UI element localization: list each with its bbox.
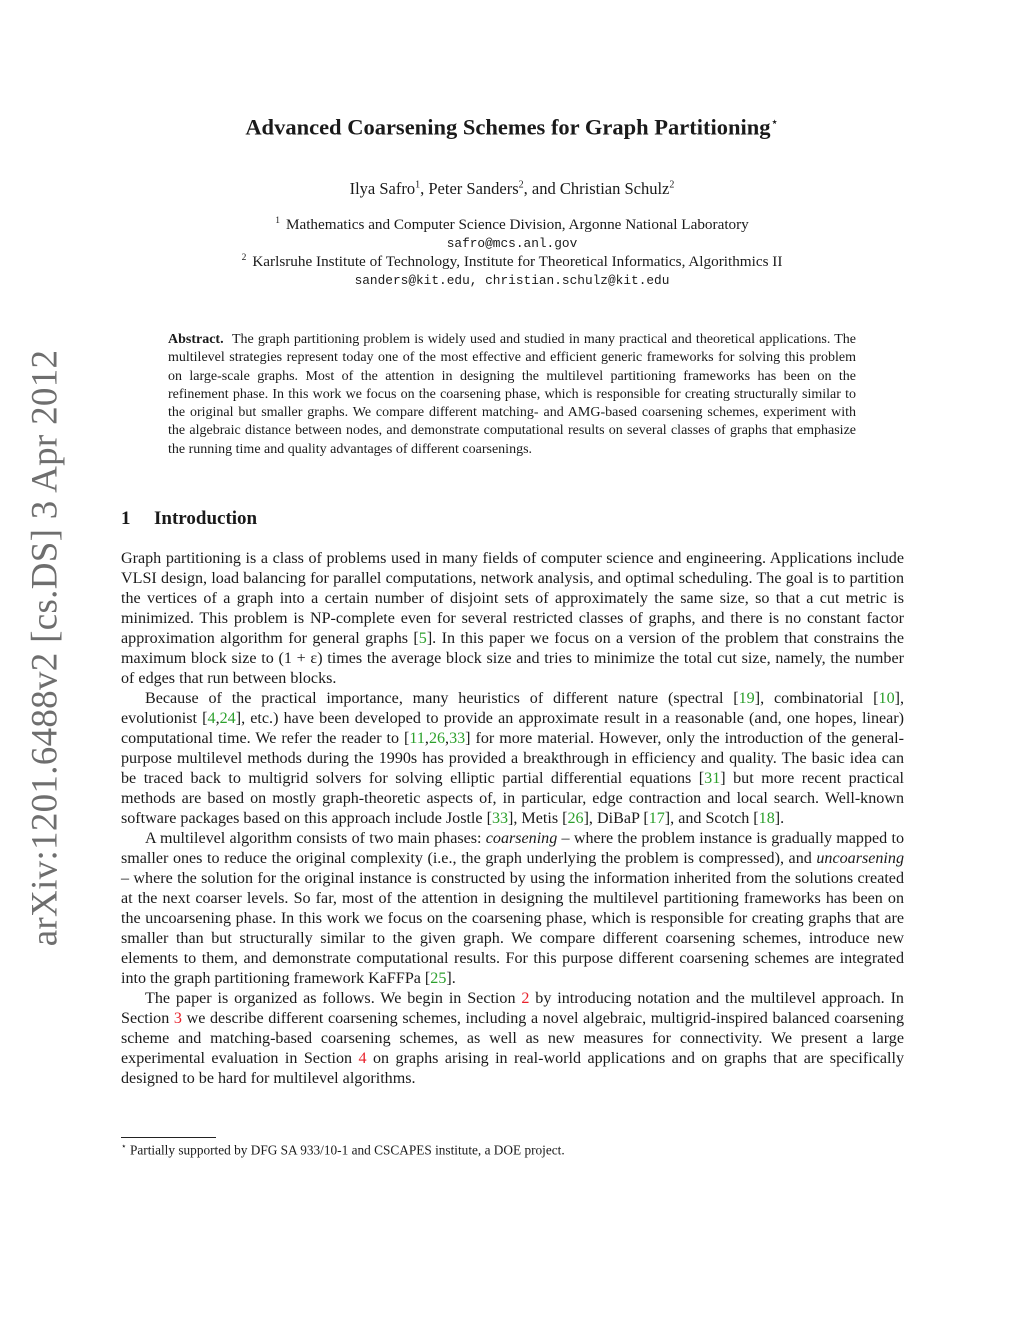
citation-link[interactable]: 19 [738, 690, 755, 707]
citation-link[interactable]: 18 [758, 810, 775, 827]
abstract-label: Abstract. [168, 332, 224, 347]
p3-text: ]. [446, 970, 456, 987]
p2-text: ], DiBaP [ [583, 810, 649, 827]
p2-text: ] for more material. However, only the introduction of the general-purpose multilevel methods during the 1990s has provided a breakthrough in efficiency and quality. The basic idea can be traced back to multigrid solvers for solving elliptic partial differential equations [ [121, 730, 904, 787]
p1-text: ]. In this paper we focus on a version of the problem that constrains the maximum block size to (1 + ε) times the average block size and tries to minimize the total cut size, namely, the number of edges that run between blocks. [121, 630, 904, 687]
paper-title [0, 114, 1024, 141]
author-1-affil: 1 [415, 179, 421, 191]
citation-link[interactable]: 10 [878, 690, 895, 707]
affiliation-1-text: Mathematics and Computer Science Division, Argonne National Laboratory [285, 216, 749, 234]
title-text: Advanced Coarsening Schemes for Graph Partitioning [245, 114, 771, 140]
citation-link[interactable]: 17 [648, 810, 665, 827]
p4-text: we describe different coarsening schemes, including a novel algebraic, multigrid-inspired balanced coarsening scheme and matching-based coarsening schemes, as well as new measures for connectivity. We present a large experimental evaluation in Section [121, 1010, 905, 1067]
abstract [168, 331, 856, 459]
citation-link[interactable]: 24 [219, 710, 236, 727]
affiliation-2 [0, 253, 1024, 271]
p2-text: , [215, 710, 220, 727]
p2-text: ], evolutionist [ [121, 690, 904, 727]
section-body [121, 549, 904, 1089]
p2-text: Because of the practical importance, many heuristics of different nature (spectral [ [145, 690, 739, 707]
affiliation-2-text: Karlsruhe Institute of Technology, Institute for Theoretical Informatics, Algorithmics II [252, 253, 783, 271]
citation-link[interactable]: 26 [428, 730, 446, 747]
paragraph-4 [121, 989, 904, 1089]
citation-link[interactable]: 25 [430, 970, 447, 987]
footnote-rule [121, 1137, 216, 1138]
p3-text: – where the problem instance is gradually mapped to smaller ones to reduce the original complexity (i.e., the graph underlying the problem is compressed), and [121, 830, 905, 867]
citation-link[interactable]: 26 [567, 810, 584, 827]
author-2: , Peter Sanders [420, 179, 519, 198]
p3-text: – where the solution for the original instance is constructed by using the information inherited from the solutions created at the next coarser levels. So far, most of the attention in designing the multilevel partitioning frameworks has been on the uncoarsening phase. In this work we focus on the coarsening phase, which is responsible for creating graphs that are smaller than but structurally similar to the given graph. We compare different coarsening schemes, introduce new elements to them, and demonstrate computational results. For this purpose different coarsening schemes are integrated into the graph partitioning framework KaFFPa [ [121, 870, 904, 987]
footnote-text: Partially supported by DFG SA 933/10-1 and CSCAPES institute, a DOE project. [126, 1142, 565, 1158]
p2-text: , [424, 730, 429, 747]
affiliation-1 [0, 216, 1024, 234]
section-heading [121, 508, 257, 530]
affiliation-1-mark: 1 [275, 216, 280, 226]
author-1: Ilya Safro [349, 179, 416, 198]
footnote-mark: ⋆ [121, 1141, 127, 1151]
p1-text: Graph partitioning is a class of problems used in many fields of computer science and engineering. Applications include VLSI design, load balancing for parallel computations, network analysis, and optimal scheduling. The goal is to partition the vertices of a graph into a certain number of disjoint sets of approximately the same size, so that a cut metric is minimized. This problem is NP-complete even for several restricted classes of graphs, and there is no constant factor approximation algorithm for general graphs [ [121, 550, 904, 647]
title-footnote-mark: ⋆ [770, 114, 779, 129]
paragraph-1 [121, 549, 904, 689]
p2-text: ], combinatorial [ [754, 690, 879, 707]
emphasis-uncoarsening: uncoarsening [816, 850, 904, 867]
arxiv-stamp: arXiv:1201.6488v2 [cs.DS] 3 Apr 2012 [24, 349, 66, 947]
affiliation-2-email: sanders@kit.edu, christian.schulz@kit.edu [354, 273, 670, 288]
affiliation-1-email: safro@mcs.anl.gov [446, 236, 578, 251]
p4-text: by introducing notation and the multilevel approach. In Section [121, 990, 904, 1027]
footnote [121, 1141, 565, 1158]
p3-text: A multilevel algorithm consists of two main phases: [145, 830, 486, 847]
section-link[interactable]: 3 [173, 1010, 182, 1027]
p2-text: ], and Scotch [ [664, 810, 759, 827]
emphasis-coarsening: coarsening [485, 830, 558, 847]
section-number: 1 [121, 508, 131, 529]
p2-text: ], etc.) have been developed to provide an approximate result in a reasonable (and, one hopes, linear) computational time. We refer the reader to [ [121, 710, 904, 747]
p2-text: ]. [774, 810, 785, 827]
p2-text: ] but more recent practical methods are based on mostly graph-theoretic aspects of, in particular, edge contraction and local search. Well-known software packages based on this approach include Jostle [ [121, 770, 904, 827]
paragraph-3 [121, 829, 904, 989]
citation-link[interactable]: 4 [207, 710, 216, 727]
citation-link[interactable]: 33 [491, 810, 509, 827]
affiliation-2-mark: 2 [241, 253, 247, 263]
author-3: , and Christian Schulz [523, 179, 670, 198]
p4-text: The paper is organized as follows. We begin in Section [145, 990, 522, 1007]
author-3-affil: 2 [669, 179, 675, 191]
citation-link[interactable]: 31 [704, 770, 721, 787]
p2-text: , [445, 730, 450, 747]
section-link[interactable]: 4 [358, 1050, 367, 1067]
author-2-affil: 2 [518, 179, 524, 191]
section-title: Introduction [154, 508, 258, 529]
paragraph-2 [121, 689, 904, 829]
section-link[interactable]: 2 [521, 990, 530, 1007]
citation-link[interactable]: 33 [449, 730, 466, 747]
author-list [0, 179, 1024, 199]
citation-link[interactable]: 5 [418, 630, 427, 647]
citation-link[interactable]: 11 [409, 730, 425, 747]
abstract-text: The graph partitioning problem is widely used and studied in many practical and theoretical applications. The multilevel strategies represent today one of the most effective and efficient generic frameworks for solving this problem on large-scale graphs. Most of the attention in designing the multilevel partitioning frameworks has been on the refinement phase. In this work we focus on the coarsening phase, which is responsible for creating structurally similar to the original but smaller graphs. We compare different matching- and AMG-based coarsening schemes, experiment with the algebraic distance between nodes, and demonstrate computational results on several classes of graphs that emphasize the running time and quality advantages of different coarsenings. [168, 332, 857, 457]
p2-text: ], Metis [ [508, 810, 568, 827]
p4-text: on graphs arising in real-world applications and on graphs that are specifically designed to be hard for multilevel algorithms. [121, 1050, 904, 1087]
